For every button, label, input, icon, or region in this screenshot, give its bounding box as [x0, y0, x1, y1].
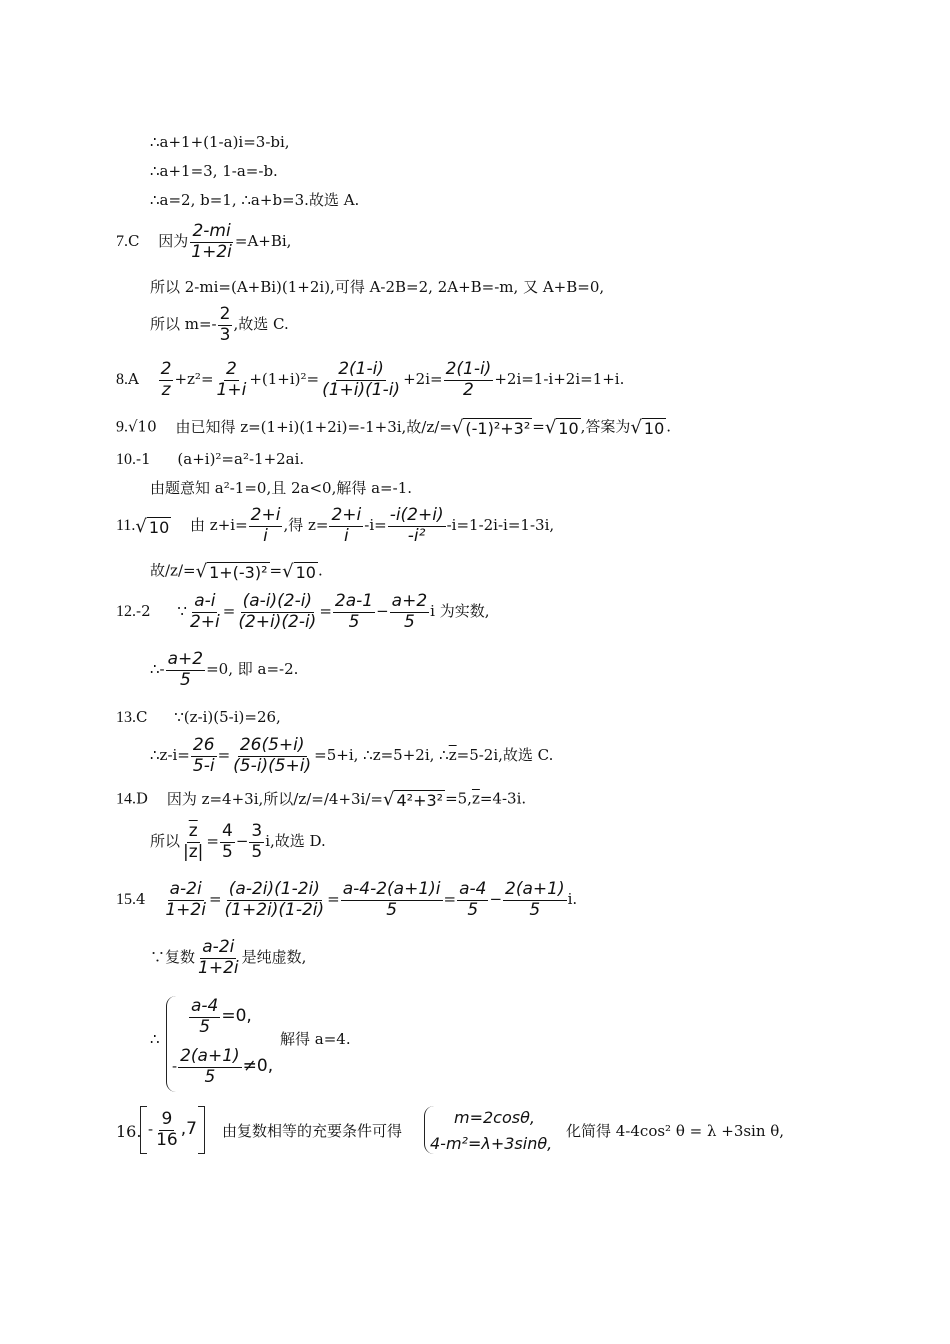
text: i 为实数,: [430, 602, 490, 621]
text: =0, 即 a=-2.: [206, 660, 299, 679]
problem-14: [116, 790, 526, 809]
text: ≠0,: [242, 1056, 274, 1077]
line-3: ∴a=2, b=1, ∴a+b=3.故选 A.: [150, 191, 360, 209]
text: =0,: [221, 1006, 252, 1027]
text: (a+i)²=a²-1+2ai.: [177, 450, 305, 468]
fraction: $\frac{2-mi}{1+2i}$: [191, 221, 232, 262]
problem-9: [116, 418, 671, 437]
system-row-2: [172, 1047, 273, 1087]
z-bar: $\overline{z}$: [448, 746, 457, 765]
fraction: $\frac{3}{5}$: [251, 821, 263, 862]
text: i.: [567, 890, 578, 909]
problem-16-label: 16.: [116, 1122, 142, 1141]
system-row-2: 4-m²=λ+3sinθ,: [430, 1134, 553, 1153]
left-bracket: [140, 1106, 147, 1154]
fraction: $\frac{\overline{z}}{|z|}$: [183, 821, 204, 862]
problem-12-label: 12.: [116, 603, 136, 621]
fraction: $\frac{2(1-i)}{(1+i)(1-i)}$: [322, 359, 401, 400]
problem-7-line-2: 所以 2-mi=(A+Bi)(1+2i),可得 A-2B=2, 2A+B=-m, 又 A+B=0,: [150, 278, 605, 296]
problem-11-line-2: [150, 562, 323, 581]
radical: √ (-1)²+3²: [451, 417, 531, 438]
text: ,7: [180, 1119, 197, 1140]
text: 是纯虚数,: [241, 948, 307, 967]
fraction: $\frac{a+2}{5}$: [391, 591, 428, 632]
problem-8: [116, 360, 624, 400]
text: -: [148, 1120, 154, 1139]
problem-7-label: 7.: [116, 233, 128, 251]
problem-13-label: 13.: [116, 709, 136, 726]
fraction: $\frac{-i(2+i)}{\text{-i²}}$: [389, 505, 444, 546]
text: 所以 m=-: [150, 315, 217, 334]
problem-7: [116, 222, 291, 262]
problem-7-line-3: [150, 305, 289, 345]
problem-14-label: 14.: [116, 790, 136, 808]
fraction: $\frac{26}{5-i}$: [192, 735, 215, 776]
problem-10-answer: -1: [136, 450, 151, 468]
problem-13: [116, 710, 281, 726]
problem-9-label: 9.: [116, 418, 128, 436]
text: ,故选 C.: [233, 315, 289, 334]
text: =: [532, 417, 545, 436]
problem-10-line-2: 由题意知 a²-1=0,且 2a<0,解得 a=-1.: [150, 479, 413, 497]
text: .: [666, 417, 672, 436]
problem-10-label: 10.: [116, 451, 136, 468]
radical: √ 10: [544, 417, 579, 438]
fraction: $\frac{a-4}{5}$: [191, 996, 219, 1037]
problem-9-answer: √10: [128, 417, 157, 436]
text: -i=1-2i-i=1-3i,: [446, 516, 555, 535]
fraction: $\frac{2(a+1)}{5}$: [180, 1046, 240, 1087]
text: +z²=: [174, 370, 214, 389]
text: ∴z-i=: [150, 746, 190, 765]
problem-14-answer: D: [136, 789, 149, 808]
problem-8-label: 8.: [116, 371, 128, 389]
problem-11: [116, 506, 554, 546]
problem-12: 12.-2 ∵ $\frac{a-i}{2+i}$ = $\frac{(a-i)(2-i)}{(2+i)(2-i)}$ = $\frac{2a-1}{5}$ − $\frac{a+2}{5}$ i 为实数,: [116, 591, 490, 632]
problem-16-answer: [148, 1110, 197, 1150]
problem-15-line-2: [150, 938, 306, 978]
text: =5-2i,故选 C.: [456, 746, 554, 765]
problem-13-answer: C: [136, 708, 148, 726]
text: +2i=: [403, 370, 443, 389]
fraction: $\frac{a-2i}{1+2i}$: [198, 937, 239, 978]
text: ∵复数: [150, 948, 196, 967]
fraction: $\frac{(a-i)(2-i)}{(2+i)(2-i)}$: [238, 591, 317, 632]
problem-11-label: 11.: [116, 517, 136, 535]
radical: √ 10: [282, 561, 316, 582]
fraction: $\frac{(a-2i)(1-2i)}{(1+2i)(1-2i)}$: [224, 879, 325, 920]
line-2: ∴a+1=3, 1-a=-b.: [150, 162, 278, 180]
problem-10: [116, 452, 304, 468]
fraction: $\frac{a-2i}{1+2i}$: [165, 879, 206, 920]
problem-15: 15.4 $\frac{a-2i}{1+2i}$ = $\frac{(a-2i)(1-2i)}{(1+2i)(1-2i)}$ = $\frac{a-4-2(a+1)i}{5}$ = $\frac{a-4}{5}$ − $\frac{2(a+1)}{5}$ i.: [116, 879, 578, 920]
text: ∵(z-i)(5-i)=26,: [174, 708, 281, 726]
text: ∵: [177, 602, 187, 621]
fraction: $\frac{a-4}{5}$: [459, 879, 487, 920]
fraction: $\frac{4}{5}$: [221, 821, 233, 862]
text: .: [317, 561, 323, 580]
fraction: $\frac{2+i}{i}$: [331, 505, 362, 546]
text: ,答案为: [580, 417, 631, 436]
text: i,故选 D.: [265, 832, 326, 851]
text: =: [269, 561, 283, 580]
fraction: $\frac{9}{16}$: [156, 1109, 178, 1150]
problem-8-answer: A: [128, 370, 139, 389]
problem-7-text: 因为: [158, 232, 189, 251]
system-row-1: [188, 997, 252, 1037]
fraction: $\frac{2+i}{i}$: [250, 505, 281, 546]
problem-15-label: 15.: [116, 891, 136, 909]
text: 故/z/=: [150, 561, 196, 580]
fraction: $\frac{a-i}{2+i}$: [189, 591, 220, 632]
text: +(1+i)²=: [249, 370, 320, 389]
problem-12-line-2: [150, 650, 298, 690]
text: -: [172, 1057, 178, 1076]
problem-15-answer: 4: [136, 890, 146, 909]
fraction: $\frac{26(5+i)}{(5-i)(5+i)}$: [233, 735, 312, 776]
problem-16-simplify: 化简得 4-4cos² θ = λ +3sin θ,: [566, 1122, 785, 1140]
right-bracket: [198, 1106, 205, 1154]
radical: √ 10: [630, 417, 665, 438]
text: ,得 z=: [283, 516, 329, 535]
problem-12-answer: -2: [136, 602, 151, 621]
fraction: $\frac{2(a+1)}{5}$: [505, 879, 565, 920]
fraction: $\frac{a-4-2(a+1)i}{5}$: [342, 879, 441, 920]
problem-15-therefore: ∴: [150, 1030, 160, 1048]
text: =4-3i.: [479, 789, 527, 808]
system-row-1: m=2cosθ,: [454, 1108, 535, 1127]
line-1: ∴a+1+(1-a)i=3-bi,: [150, 133, 290, 151]
z-bar: $\overline{z}$: [471, 789, 480, 808]
problem-16-text: 由复数相等的充要条件可得: [222, 1122, 403, 1140]
problem-14-line-2: 所以 $\frac{\overline{z}}{|z|}$ = $\frac{4}{5}$ − $\frac{3}{5}$ i,故选 D.: [150, 821, 326, 862]
text: =5,: [445, 789, 472, 808]
fraction: $\frac{2}{z}$: [160, 359, 172, 400]
text: ∴-: [150, 660, 165, 679]
text: 因为 z=4+3i,所以/z/=/4+3i/=: [166, 789, 383, 808]
radical: √ 1+(-3)²: [195, 561, 268, 582]
radical: √ 4²+3²: [382, 789, 444, 810]
problem-7-answer: C: [128, 232, 140, 251]
text: 所以: [150, 832, 181, 851]
text: +2i=1-i+2i=1+i.: [494, 370, 625, 389]
fraction: $\frac{2}{3}$: [219, 304, 231, 345]
fraction: $\frac{2}{1+i}$: [216, 359, 247, 400]
fraction: $\frac{2a-1}{5}$: [334, 591, 374, 632]
text: =5+i, ∴z=5+2i, ∴: [314, 746, 449, 765]
problem-15-solve: 解得 a=4.: [280, 1030, 351, 1048]
fraction: $\frac{a+2}{5}$: [167, 649, 204, 690]
text: 由已知得 z=(1+i)(1+2i)=-1+3i,故/z/=: [175, 417, 452, 436]
problem-13-line-2: ∴z-i= $\frac{26}{5-i}$ = $\frac{26(5+i)}{(5-i)(5+i)}$ =5+i, ∴z=5+2i, $\therefore\overline{z}=5-2i$,故选 C.: [150, 735, 554, 776]
text: 由 z+i=: [190, 516, 248, 535]
problem-7-eq: =A+Bi,: [234, 232, 292, 251]
fraction: $\frac{2(1-i)}{2}$: [445, 359, 492, 400]
text: -i=: [364, 516, 387, 535]
problem-11-answer: √ 10: [135, 515, 170, 537]
